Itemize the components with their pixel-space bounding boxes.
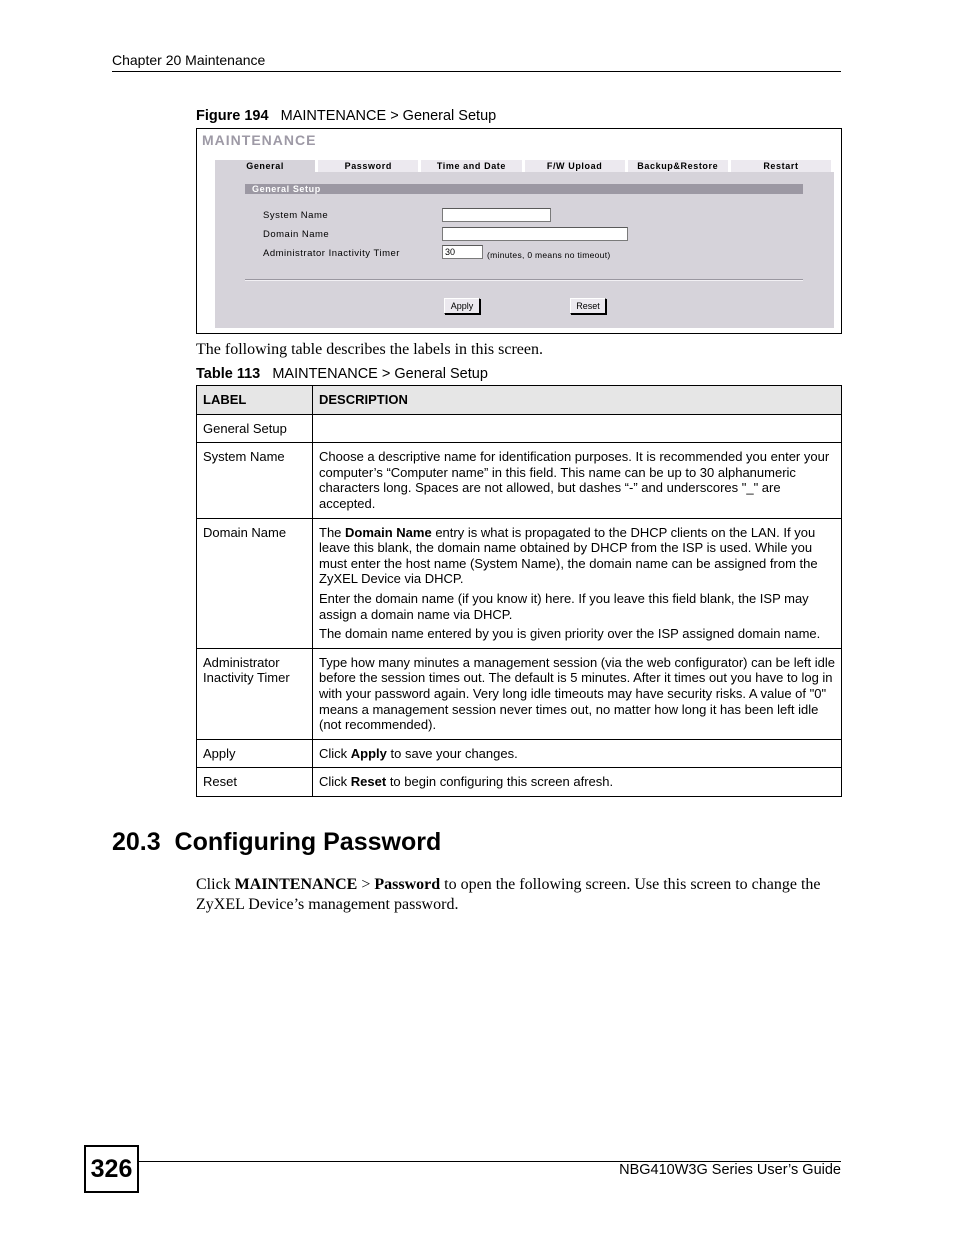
- domain-name-input[interactable]: [442, 227, 628, 241]
- section-title-bar: General Setup: [245, 184, 803, 194]
- row-label: Domain Name: [197, 518, 313, 648]
- panel-divider: [245, 279, 803, 281]
- description-paragraph: [319, 525, 835, 587]
- table-caption-text: MAINTENANCE > General Setup: [272, 366, 488, 382]
- tab-general[interactable]: General: [215, 160, 318, 172]
- bold-term: Password: [374, 876, 441, 893]
- table-row: [197, 443, 842, 518]
- tab-backup-restore[interactable]: Backup&Restore: [628, 160, 731, 172]
- bold-term: Domain Name: [345, 524, 432, 540]
- figure-caption: [196, 108, 496, 124]
- general-setup-panel: [215, 172, 834, 328]
- apply-button[interactable]: Apply: [444, 298, 480, 314]
- header-rule: [112, 71, 841, 72]
- description-paragraph: Enter the domain name (if you know it) here. If you leave this field blank, the ISP may assign a domain name via DHCP.: [319, 590, 809, 622]
- system-name-label: System Name: [263, 210, 329, 221]
- row-description: [313, 518, 842, 648]
- screen-title: MAINTENANCE: [202, 132, 317, 148]
- domain-name-label: Domain Name: [263, 229, 330, 240]
- bold-term: Reset: [350, 774, 387, 790]
- row-description: [313, 414, 842, 443]
- table-row: [197, 648, 842, 739]
- section-heading: 20.3 Configuring Password: [112, 828, 442, 856]
- text-run: Click: [196, 876, 235, 893]
- figure-caption-text: MAINTENANCE > General Setup: [280, 108, 497, 124]
- label-column-header: LABEL: [197, 386, 313, 415]
- tab-password[interactable]: Password: [318, 160, 421, 172]
- row-label: Reset: [197, 768, 313, 797]
- tab-restart[interactable]: Restart: [731, 160, 831, 172]
- maintenance-screenshot: [196, 128, 842, 334]
- tab-time-and-date[interactable]: Time and Date: [421, 160, 524, 172]
- timer-input[interactable]: [442, 245, 483, 259]
- row-description: [313, 739, 842, 768]
- row-description: [313, 768, 842, 797]
- text-run: to open the following screen. Use this screen to change the ZyXEL Device’s management password.: [196, 876, 821, 913]
- tab-fw-upload[interactable]: F/W Upload: [525, 160, 628, 172]
- text-run: Click: [319, 745, 351, 761]
- row-label: Administrator Inactivity Timer: [197, 648, 313, 739]
- page-number: 326: [84, 1145, 139, 1193]
- bold-term: Apply: [350, 745, 387, 761]
- row-label: General Setup: [197, 414, 313, 443]
- text-run: to begin configuring this screen afresh.: [386, 774, 614, 790]
- bold-term: MAINTENANCE: [234, 876, 358, 893]
- table-row: [197, 739, 842, 768]
- timer-label: Administrator Inactivity Timer: [263, 248, 400, 259]
- reset-button[interactable]: Reset: [570, 298, 606, 314]
- row-label: System Name: [197, 443, 313, 518]
- description-column-header: DESCRIPTION: [313, 386, 842, 415]
- text-run: >: [357, 876, 375, 893]
- section-paragraph: [196, 875, 846, 915]
- table-number: Table 113: [196, 366, 261, 382]
- row-description: Type how many minutes a management session (via the web configurator) can be left idle before the session times out. The default is 5 minutes. After it times out you have to log in with your password again. Very long idle timeouts may have security risks. A value of "0" means a management session never times out, no matter how long it has been left idle (not recommended).: [313, 648, 842, 739]
- table-header-row: [197, 386, 842, 415]
- row-label: Apply: [197, 739, 313, 768]
- intro-paragraph: The following table describes the labels in this screen.: [196, 341, 544, 358]
- table-row: [197, 414, 842, 443]
- text-run: entry is what is propagated to the DHCP clients on the LAN. If you leave this blank, the domain name obtained by DHCP from the ISP is used. While you must enter the host name (System Name), the domain name can be assigned from the ZyXEL Device via DHCP.: [319, 524, 818, 587]
- footer-guide-title: NBG410W3G Series User’s Guide: [619, 1162, 841, 1178]
- running-header: Chapter 20 Maintenance: [112, 52, 266, 68]
- text-run: Click: [319, 774, 351, 790]
- row-description: Choose a descriptive name for identification purposes. It is recommended you enter your computer’s “Computer name” in this field. This name can be up to 30 alphanumeric characters long. Spaces are not allowed, but dashes “-” and underscores "_" are accepted.: [313, 443, 842, 518]
- timer-note: (minutes, 0 means no timeout): [487, 250, 611, 260]
- table-row: [197, 518, 842, 648]
- label-description-table: [196, 385, 842, 797]
- figure-number: Figure 194: [196, 108, 269, 124]
- text-run: The: [319, 524, 346, 540]
- system-name-input[interactable]: [442, 208, 551, 222]
- text-run: to save your changes.: [386, 745, 518, 761]
- tab-bar: [215, 160, 831, 172]
- table-row: [197, 768, 842, 797]
- description-paragraph: The domain name entered by you is given priority over the ISP assigned domain name.: [319, 626, 821, 642]
- table-caption: [196, 366, 488, 382]
